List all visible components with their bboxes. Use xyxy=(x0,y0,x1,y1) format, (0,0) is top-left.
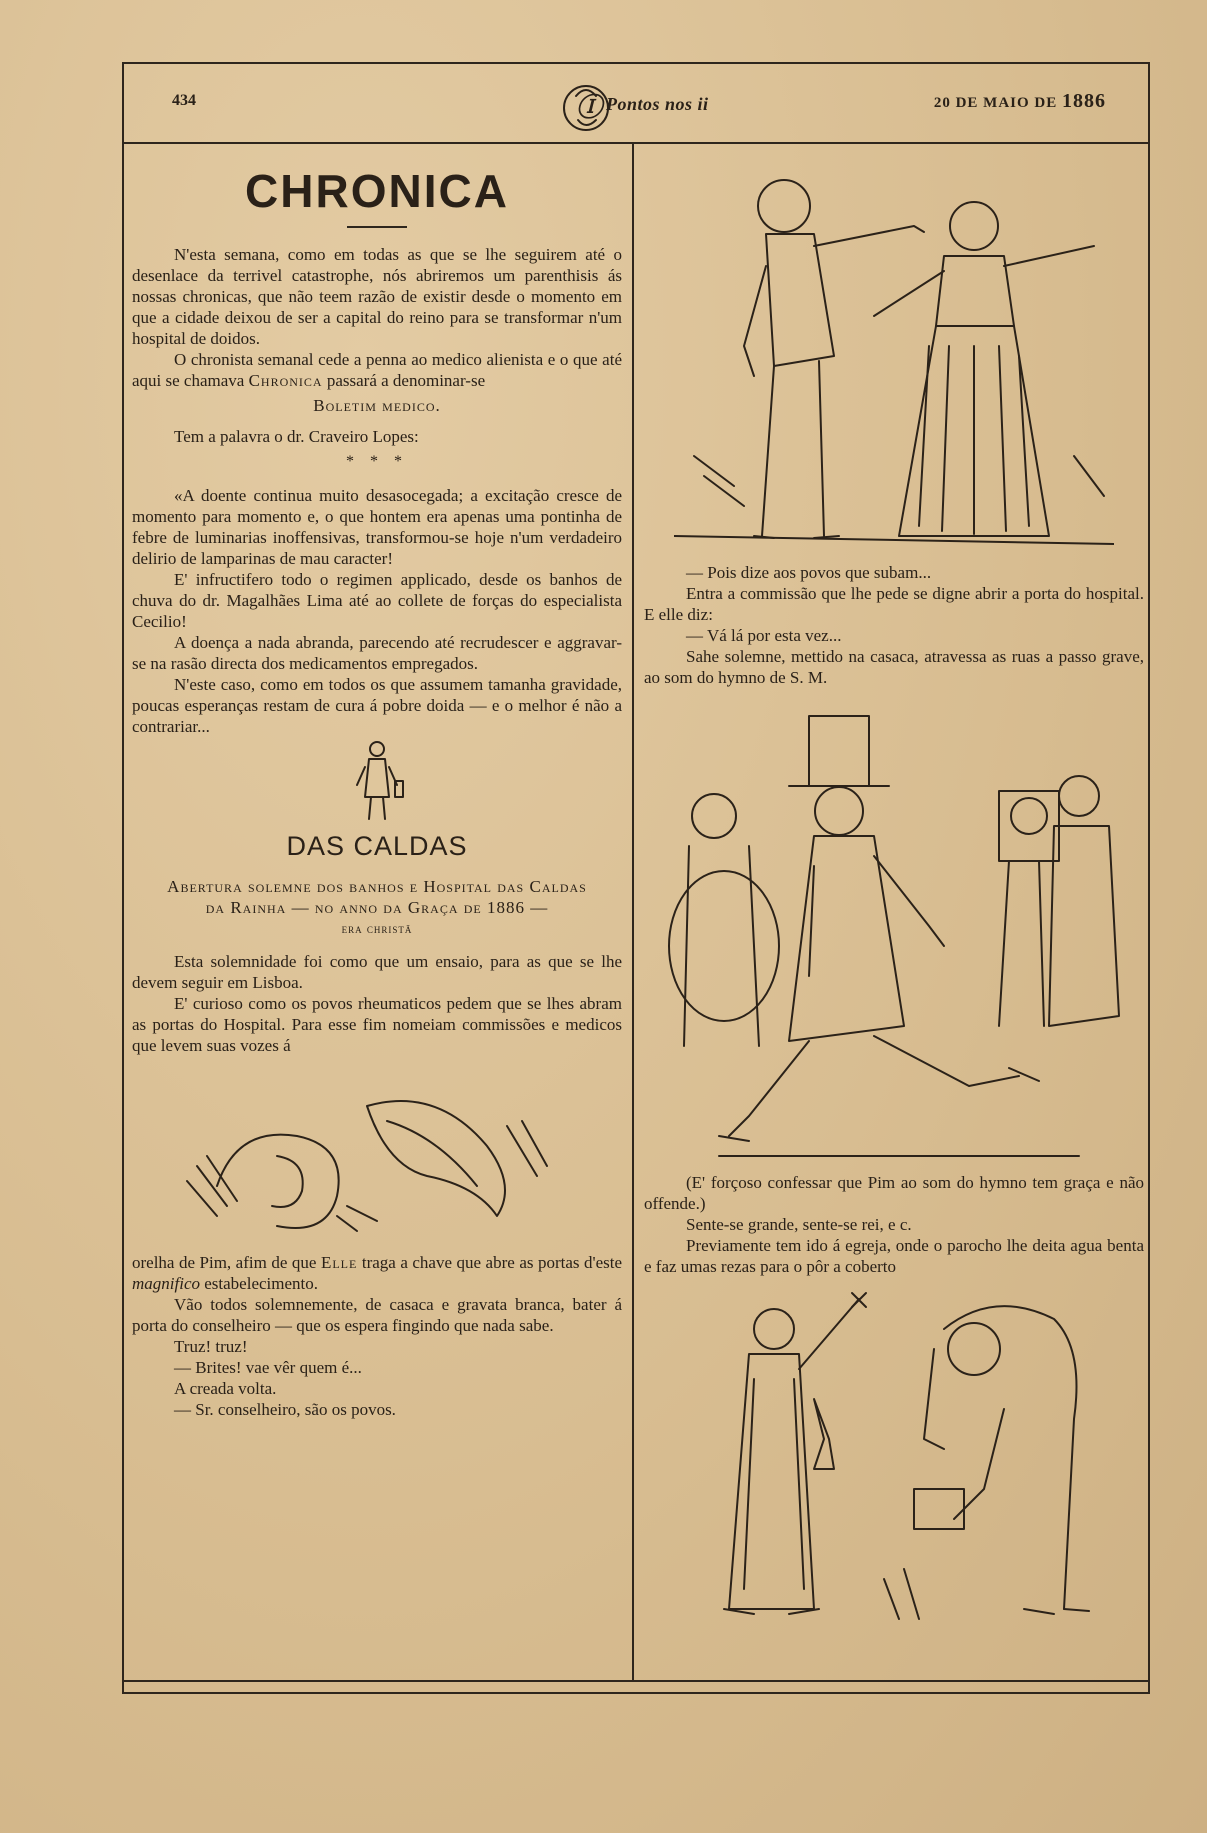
caldas-dialogue: A creada volta. xyxy=(174,1379,277,1398)
caldas-paragraph: E' curioso como os povos rheumaticos pedem que se lhes abram as portas do Hospital. Para esse fim nomeiam commissões e medicos que levem suas vozes á xyxy=(132,994,622,1055)
page-frame xyxy=(122,62,1150,1694)
caldas-paragraph: Vão todos solemnemente, de casaca e gravata branca, bater á porta do conselheiro — que os espera fingindo que nada sabe. xyxy=(132,1295,622,1335)
chronica-paragraph: Tem a palavra o dr. Craveiro Lopes: xyxy=(174,427,419,446)
caldas-paragraph: Esta solemnidade foi como que um ensaio, para as que se lhe devem seguir em Lisboa. xyxy=(132,952,622,992)
boletim-heading: Boletim medico. xyxy=(313,396,441,415)
caldas-text: traga a chave que abre as portas d'este xyxy=(361,1253,623,1272)
caldas-subtitle-line: era christã xyxy=(341,921,413,936)
chronica-text: passará a denominar-se xyxy=(326,371,486,390)
chronica-title: CHRONICA xyxy=(245,165,509,217)
caldas-title: DAS CALDAS xyxy=(286,831,468,861)
section-stars: * * * xyxy=(346,453,408,470)
issue-year: 1886 xyxy=(1062,90,1106,112)
header-rule xyxy=(124,142,1148,144)
caldas-text: orelha de Pim, afim de que xyxy=(132,1253,317,1272)
title-rule xyxy=(347,226,407,228)
chronica-text: O chronista semanal cede a penna ao medico alienista e o que até aqui se chamava xyxy=(132,350,622,390)
right-paragraph: (E' forçoso confessar que Pim ao som do hymno tem graça e não offende.) xyxy=(644,1173,1144,1213)
masthead-title: Pontos nos ii xyxy=(606,94,709,114)
chronica-paragraph xyxy=(132,349,622,391)
quote-paragraph: N'este caso, como em todos os que assumem tamanha gravidade, poucas esperanças restam de cura á pobre doida — e o melhor é não a contrariar... xyxy=(132,675,622,736)
right-paragraph: Sente-se grande, sente-se rei, e c. xyxy=(686,1215,912,1234)
chronica-word: Chronica xyxy=(248,371,323,390)
right-paragraph: Entra a commissão que lhe pede se digne abrir a porta do hospital. E elle diz: xyxy=(644,584,1144,624)
caldas-text: estabelecimento. xyxy=(204,1274,319,1293)
caldas-word: Elle xyxy=(320,1253,358,1272)
caldas-dialogue: — Brites! vae vêr quem é... xyxy=(174,1358,362,1377)
issue-date xyxy=(934,90,1106,113)
quote-paragraph: A doença a nada abranda, parecendo até recrudescer e aggravar-se na rasão directa dos medicamentos empregados. xyxy=(132,633,622,673)
masthead-logo xyxy=(554,76,714,136)
right-paragraph: — Pois dize aos povos que subam... xyxy=(686,563,932,582)
small-figure-illustration xyxy=(347,737,407,827)
quote-paragraph: E' infructifero todo o regimen applicado, desde os banhos de chuva do dr. Magalhães Lima até ao collete de forças do especialista Cecilio! xyxy=(132,570,622,631)
caldas-subtitle-line: Caldas da Rainha — no anno da Graça de 1886 — xyxy=(205,877,587,917)
right-paragraph: Previamente tem ido á egreja, onde o parocho lhe deita agua benta e faz umas rezas para o pôr a coberto xyxy=(644,1236,1144,1276)
svg-text:Ⓘ: Ⓘ xyxy=(576,93,603,122)
caldas-subtitle-line: Abertura solemne dos banhos e Hospital das xyxy=(167,877,525,896)
page-number: 434 xyxy=(172,92,196,109)
caldas-italic-word: magnifico xyxy=(132,1274,200,1293)
priest-blessing-illustration xyxy=(684,1289,1104,1629)
caldas-dialogue: Truz! truz! xyxy=(174,1337,248,1356)
issue-date-text: 20 DE MAIO DE xyxy=(933,95,1058,111)
quote-paragraph: «A doente continua muito desasocegada; a excitação cresce de momento para momento e, o que hontem era apenas uma pontinha de febre de luminarias inoffensivas, transformou-se hoje n'um verdadeiro delirio de lamparinas de mau caracter! xyxy=(132,486,622,568)
bottom-rule xyxy=(124,1680,1148,1682)
procession-illustration xyxy=(659,696,1129,1166)
conselheiro-and-maid-illustration xyxy=(674,156,1114,556)
ear-illustration xyxy=(177,1066,577,1246)
column-rule xyxy=(632,144,634,1682)
left-column xyxy=(132,156,622,1420)
right-paragraph: — Vá lá por esta vez... xyxy=(686,626,842,645)
caldas-paragraph xyxy=(132,1252,622,1294)
chronica-paragraph: N'esta semana, como em todas as que se lhe seguirem até o desenlace da terrivel catastrophe, nós abriremos um parenthisis ás nossas chronicas, que não teem razão de existir desde o momento em que a cidade deixou de ser a capital do reino para se transformar n'um hospital de doidos. xyxy=(132,245,622,348)
right-column xyxy=(644,156,1144,1629)
caldas-subtitle xyxy=(162,876,592,939)
caldas-dialogue: — Sr. conselheiro, são os povos. xyxy=(174,1400,396,1419)
right-paragraph: Sahe solemne, mettido na casaca, atravessa as ruas a passo grave, ao som do hymno de S. M. xyxy=(644,647,1144,687)
